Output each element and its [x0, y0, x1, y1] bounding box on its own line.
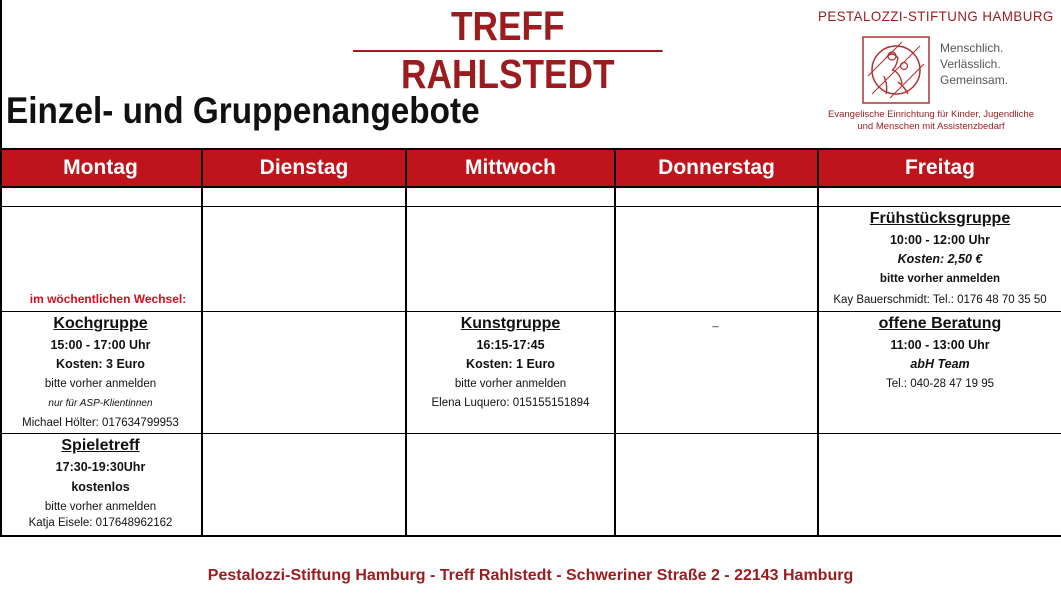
- day-mittwoch: Mittwoch: [465, 156, 556, 179]
- grid-line: [0, 311, 1061, 312]
- offer-cost: Kosten: 2,50 €: [897, 252, 983, 266]
- offer-extra: nur für ASP-Klientinnen: [48, 398, 153, 409]
- offer-koch: [0, 313, 201, 433]
- org-description: Evangelische Einrichtung für Kinder, Jugendliche und Menschen mit Assistenzbedarf: [828, 109, 1034, 132]
- donnerstag-mark: _: [712, 316, 719, 328]
- grid-line: [0, 433, 1061, 434]
- day-donnerstag: Donnerstag: [658, 156, 775, 179]
- weekly-note: im wöchentlichen Wechsel:: [29, 292, 187, 306]
- grid-line: [0, 535, 1061, 537]
- day-dienstag: Dienstag: [259, 156, 349, 179]
- offer-title: Kunstgruppe: [460, 315, 561, 332]
- offer-cost: kostenlos: [71, 480, 130, 494]
- motto-line: Gemeinsam.: [940, 73, 1009, 87]
- page-subtitle: Einzel- und Gruppenangebote: [6, 90, 480, 131]
- motto-line: Menschlich.: [940, 41, 1004, 55]
- weekday-header: [0, 148, 1061, 188]
- offer-note: bitte vorher anmelden: [44, 378, 157, 390]
- offer-title: Kochgruppe: [53, 315, 148, 332]
- frame-border-left: [0, 0, 2, 148]
- motto-line: Verlässlich.: [940, 57, 1001, 71]
- offer-time: 10:00 - 12:00 Uhr: [889, 233, 991, 247]
- offer-time: 17:30-19:30Uhr: [55, 460, 146, 474]
- offer-note: bitte vorher anmelden: [454, 378, 567, 390]
- footer-address: Pestalozzi-Stiftung Hamburg - Treff Rahlstedt - Schweriner Straße 2 - 22143 Hamburg: [207, 567, 854, 584]
- offer-contact: Elena Luquero: 015155151894: [431, 397, 590, 409]
- offer-time: 16:15-17:45: [476, 338, 545, 352]
- day-freitag: Freitag: [904, 156, 975, 179]
- offer-title: Spieletreff: [61, 437, 140, 454]
- offer-title: offene Beratung: [878, 315, 1002, 332]
- offer-contact: Katja Eisele: 017648962162: [28, 517, 173, 529]
- org-name: PESTALOZZI-STIFTUNG HAMBURG: [818, 8, 1054, 24]
- offer-contact: Kay Bauerschmidt: Tel.: 0176 48 70 35 50: [833, 294, 1047, 306]
- offer-contact: Tel.: 040-28 47 19 95: [885, 378, 995, 390]
- offer-spiele: [0, 435, 201, 531]
- offer-fruehstueck: [819, 208, 1061, 310]
- day-montag: Montag: [63, 156, 138, 179]
- grid-line: [0, 206, 1061, 207]
- pestalozzi-logo-icon: [862, 36, 930, 104]
- offer-kunst: [407, 313, 614, 413]
- offer-note: bitte vorher anmelden: [879, 273, 1001, 285]
- offer-note: bitte vorher anmelden: [44, 501, 157, 513]
- offer-time: 11:00 - 13:00 Uhr: [890, 338, 990, 352]
- org-motto: [940, 40, 1008, 88]
- offer-cost: Kosten: 1 Euro: [466, 357, 555, 371]
- offer-contact: Michael Hölter: 017634799953: [22, 417, 179, 429]
- offer-title: Frühstücksgruppe: [869, 210, 1011, 227]
- offer-time: 15:00 - 17:00 Uhr: [50, 338, 151, 352]
- offer-cost: Kosten: 3 Euro: [56, 357, 145, 371]
- page-title: TREFF RAHLSTEDT: [353, 2, 663, 52]
- offer-team: abH Team: [910, 357, 970, 371]
- offer-beratung: [819, 313, 1061, 394]
